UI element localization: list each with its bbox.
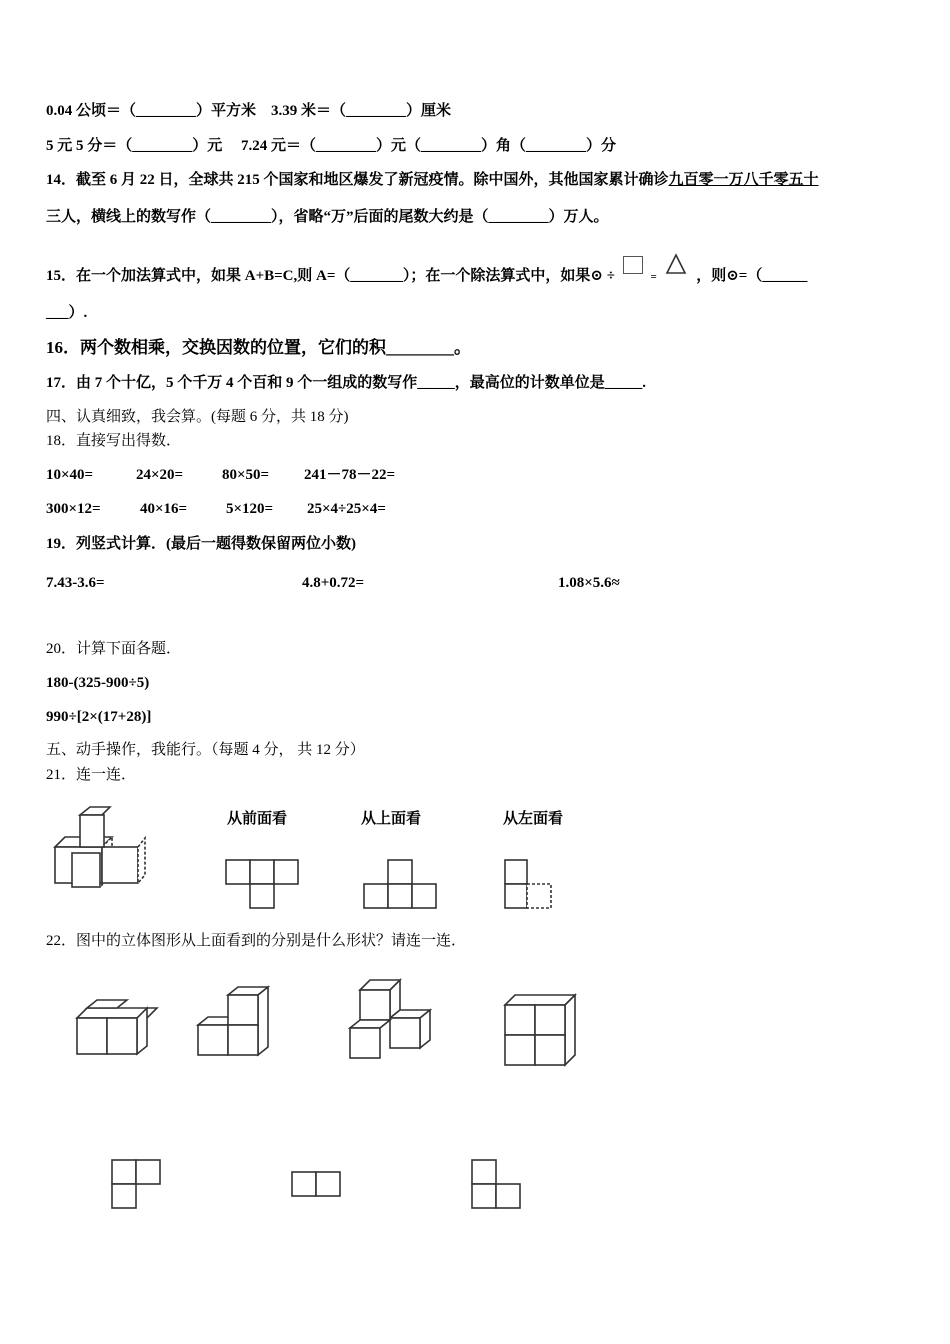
solid-figure-2 <box>198 985 273 1059</box>
view-label-left: 从左面看 <box>503 811 564 827</box>
calc-item: 24×20= <box>136 467 184 483</box>
q14-underlined-number: 九百零一万八千零五十 <box>668 172 819 188</box>
question-22: 22．图中的立体图形从上面看到的分别是什么形状？请连一连． <box>46 933 467 949</box>
q15-equals: = <box>650 271 657 283</box>
solid-figure-1 <box>77 1000 152 1056</box>
view-label-front: 从前面看 <box>227 811 288 827</box>
cube-stack-figure <box>50 805 150 885</box>
question-15-line-2: ___）. <box>46 305 88 321</box>
top-view-option-3 <box>472 1160 524 1212</box>
top-view-option-1 <box>112 1160 164 1212</box>
calc-item: 5×120= <box>226 501 274 517</box>
view-label-top: 从上面看 <box>361 811 422 827</box>
question-15-line-1 <box>46 254 807 287</box>
q15-text-2: ，则⊙=（______ <box>696 268 808 284</box>
calc-item: 241－78－22= <box>304 467 396 483</box>
question-18: 18．直接写出得数． <box>46 433 182 449</box>
question-21: 21．连一连． <box>46 767 137 783</box>
vertical-calc-item: 1.08×5.6≈ <box>558 575 620 591</box>
triangle-icon <box>666 254 686 280</box>
q20-expression-1: 180-(325-900÷5) <box>46 675 150 691</box>
square-icon <box>623 256 643 274</box>
q15-text: 15．在一个加法算式中，如果 A+B=C,则 A=（_______）；在一个除法算式中，如果⊙ ÷ <box>46 268 615 284</box>
vertical-calc-item: 7.43-3.6= <box>46 575 105 591</box>
question-14-line-2: 三人，横线上的数写作（________），省略“万”后面的尾数大约是（________）万人。 <box>46 209 609 225</box>
calc-item: 80×50= <box>222 467 270 483</box>
unit-conversion-line-1: 0.04 公顷＝（________）平方米 3.39 米＝（________）厘米 <box>46 103 452 119</box>
left-view-shape <box>505 860 557 912</box>
q20-expression-2: 990÷[2×(17+28)] <box>46 709 152 725</box>
question-17: 17．由 7 个十亿，5 个千万 4 个百和 9 个一组成的数写作_____，最高位的计数单位是_____. <box>46 375 647 391</box>
calc-item: 300×12= <box>46 501 101 517</box>
unit-conversion-line-2: 5 元 5 分＝（________）元 7.24 元＝（________）元（________）角（________）分 <box>46 138 617 154</box>
top-view-option-2 <box>292 1172 344 1200</box>
calc-item: 25×4÷25×4= <box>307 501 386 517</box>
question-19: 19．列竖式计算．(最后一题得数保留两位小数) <box>46 536 356 552</box>
solid-figure-3 <box>350 978 435 1060</box>
question-20: 20．计算下面各题． <box>46 641 182 657</box>
question-14-line-1 <box>46 170 819 190</box>
calc-item: 40×16= <box>140 501 188 517</box>
vertical-calc-item: 4.8+0.72= <box>302 575 365 591</box>
question-16: 16．两个数相乘，交换因数的位置，它们的积________。 <box>46 338 471 357</box>
section-4-heading: 四、认真细致，我会算。(每题 6 分，共 18 分) <box>46 409 349 425</box>
calc-item: 10×40= <box>46 467 94 483</box>
solid-figure-4 <box>505 995 580 1067</box>
front-view-shape <box>226 860 306 912</box>
q14-text: 14．截至 6 月 22 日，全球共 215 个国家和地区爆发了新冠疫情。除中国外，其他国家累计确诊 <box>46 172 669 188</box>
top-view-shape <box>364 860 444 912</box>
section-5-heading: 五、动手操作，我能行。（每题 4 分， 共 12 分） <box>46 742 365 758</box>
